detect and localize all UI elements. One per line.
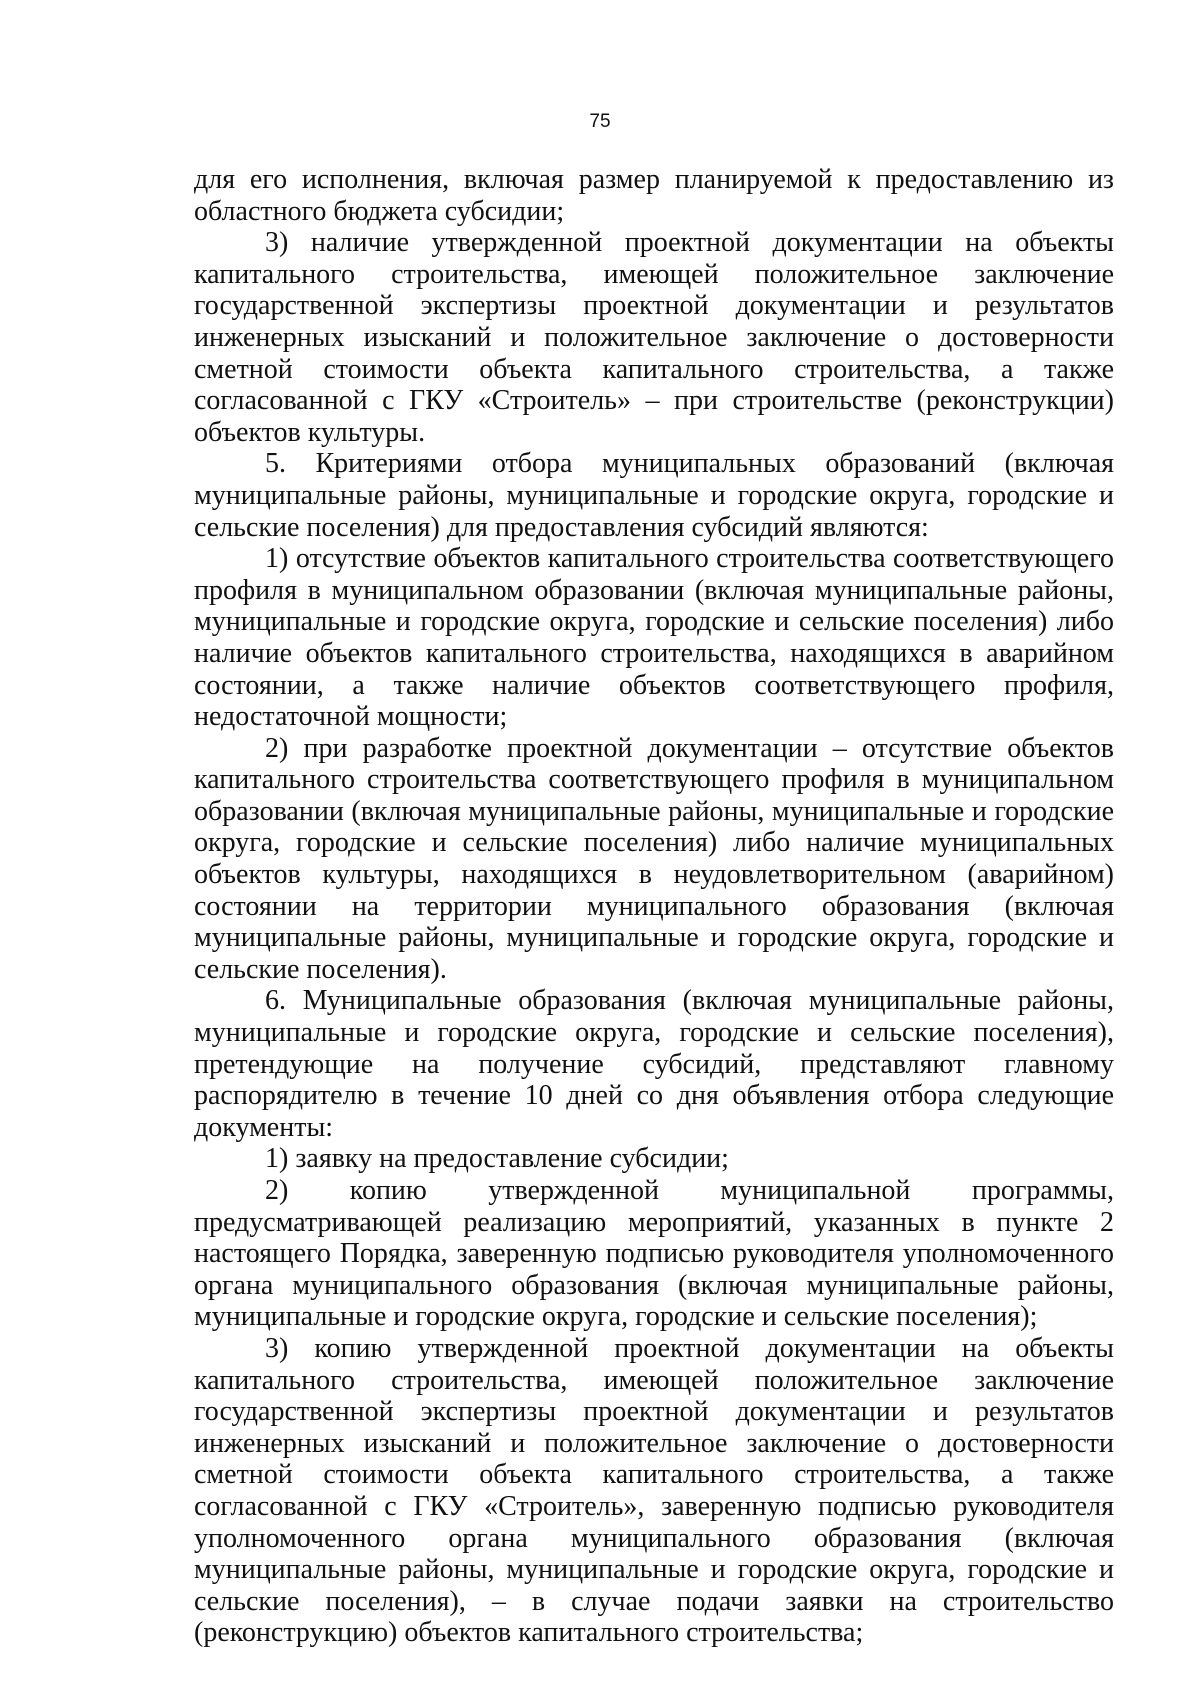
paragraph-document-2: 2) копию утвержденной муниципальной программы, предусматривающей реализацию мероприятий, указанных в пункте 2 настоящего Порядка, заверенную подписью руководителя уполномоченного органа муниципального образования (включая муниципальные районы, муниципальные и городские округа, городские и сельские поселения); — [194, 1175, 1114, 1333]
paragraph-item-3-design-docs: 3) наличие утвержденной проектной документации на объекты капитального строительства, имеющей положительное заключение государственной экспертизы проектной документации и результатов инженерных изысканий и положительное заключение о достоверности сметной стоимости объекта капитального строительства, а также согласованной с ГКУ «Строитель» – при строительстве (реконструкции) объектов культуры. — [194, 227, 1114, 448]
paragraph-criterion-1: 1) отсутствие объектов капитального строительства соответствующего профиля в муниципальном образовании (включая муниципальные районы, муниципальные и городские округа, городские и сельские поселения) либо наличие объектов капитального строительства, находящихся в аварийном состоянии, а также наличие объектов соответствующего профиля, недостаточной мощности; — [194, 543, 1114, 733]
paragraph-criterion-2: 2) при разработке проектной документации – отсутствие объектов капитального строительства соответствующего профиля в муниципальном образовании (включая муниципальные районы, муниципальные и городские округа, городские и сельские поселения) либо наличие муниципальных объектов культуры, находящихся в неудовлетворительном (аварийном) состоянии на территории муниципального образования (включая муниципальные районы, муниципальные и городские округа, городские и сельские поселения). — [194, 732, 1114, 985]
paragraph-continuation: для его исполнения, включая размер планируемой к предоставлению из областного бюджета субсидии; — [194, 164, 1114, 227]
paragraph-section-6-documents: 6. Муниципальные образования (включая муниципальные районы, муниципальные и городские округа, городские и сельские поселения), претендующие на получение субсидий, представляют главному распорядителю в течение 10 дней со дня объявления отбора следующие документы: — [194, 985, 1114, 1143]
document-body — [194, 164, 1114, 1649]
paragraph-section-5-criteria: 5. Критериями отбора муниципальных образований (включая муниципальные районы, муниципальные и городские округа, городские и сельские поселения) для предоставления субсидий являются: — [194, 448, 1114, 543]
paragraph-document-1: 1) заявку на предоставление субсидии; — [265, 1143, 729, 1175]
page-number: 75 — [589, 111, 611, 132]
paragraph-document-3: 3) копию утвержденной проектной документации на объекты капитального строительства, имеющей положительное заключение государственной экспертизы проектной документации и результатов инженерных изысканий и положительное заключение о достоверности сметной стоимости объекта капитального строительства, а также согласованной с ГКУ «Строитель», заверенную подписью руководителя уполномоченного органа муниципального образования (включая муниципальные районы, муниципальные и городские округа, городские и сельские поселения), – в случае подачи заявки на строительство (реконструкцию) объектов капитального строительства; — [194, 1332, 1114, 1649]
